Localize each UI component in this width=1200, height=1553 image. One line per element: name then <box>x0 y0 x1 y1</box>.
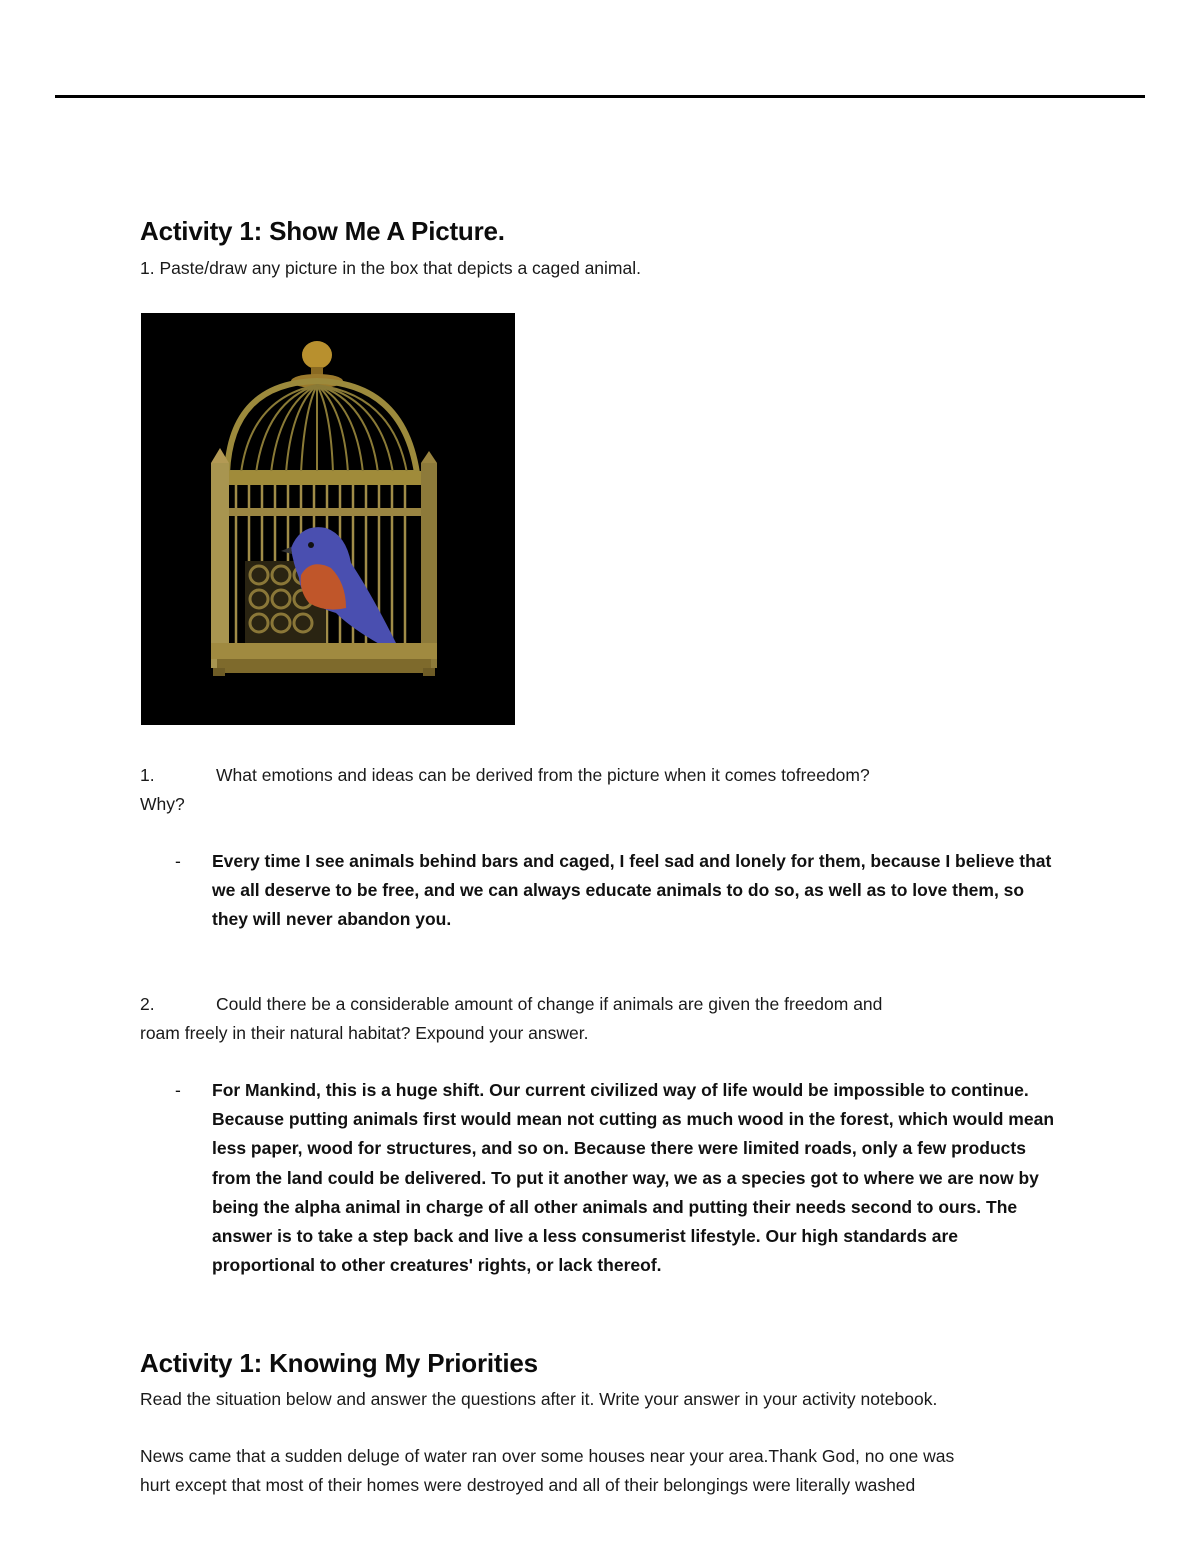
activity-2-instruction: Read the situation below and answer the questions after it. Write your answer in your activity notebook. <box>140 1389 938 1409</box>
header-rule <box>55 95 1145 98</box>
answer-1 <box>175 847 1062 935</box>
activity-title: Activity 1: Show Me A Picture. <box>140 216 505 246</box>
question-1-text: What emotions and ideas can be derived from the picture when it comes tofreedom? <box>216 765 870 785</box>
activity-instruction: 1. Paste/draw any picture in the box that depicts a caged animal. <box>140 258 641 278</box>
situation-line-2: hurt except that most of their homes were destroyed and all of their belongings were literally washed <box>140 1475 916 1495</box>
activity-2-title: Activity 1: Knowing My Priorities <box>140 1348 538 1378</box>
question-2-number: 2. <box>140 994 155 1014</box>
question-2 <box>140 990 882 1019</box>
answer-1-dash: - <box>175 851 181 871</box>
answer-1-text: Every time I see animals behind bars and caged, I feel sad and lonely for them, because I believe that we all deserve to be free, and we can always educate animals to do so, as well as to love them, so they will never abandon you. <box>212 851 1052 930</box>
question-1 <box>140 761 870 790</box>
question-2-text: Could there be a considerable amount of change if animals are given the freedom and <box>216 994 883 1014</box>
answer-2-text: For Mankind, this is a huge shift. Our current civilized way of life would be impossible to continue. Because putting animals first would mean not cutting as much wood in the forest, which would mean less paper, wood for structures, and so on. Because there were limited roads, only a few products from the land could be delivered. To put it another way, we as a species got to where we are now by being the alpha animal in charge of all other animals and putting their needs second to ours. The answer is to take a step back and live a less consumerist lifestyle. Our high standards are proportional to other creatures' rights, or lack thereof. <box>212 1080 1055 1276</box>
question-2-continuation: roam freely in their natural habitat? Expound your answer. <box>140 1023 589 1043</box>
caged-bird-icon <box>141 313 515 725</box>
caged-bird-image <box>141 313 515 725</box>
question-1-continuation: Why? <box>140 794 185 814</box>
question-1-number: 1. <box>140 765 155 785</box>
situation-line-1: News came that a sudden deluge of water ran over some houses near your area.Thank God, no one was <box>140 1446 955 1466</box>
answer-2 <box>175 1076 1062 1280</box>
answer-2-dash: - <box>175 1080 181 1100</box>
